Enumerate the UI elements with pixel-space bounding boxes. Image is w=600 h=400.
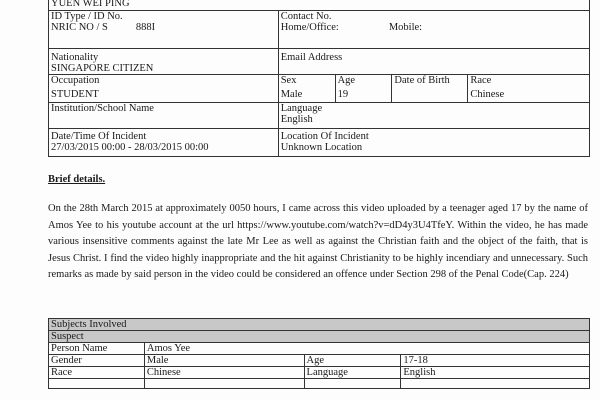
cutoff-cell-1 (49, 379, 145, 389)
gender-value: Male (144, 355, 304, 367)
suspect-language-value: English (401, 367, 590, 379)
language-label: Language (280, 103, 323, 114)
dob-cell (392, 75, 468, 103)
age-cell (335, 75, 392, 103)
institution-cell (49, 103, 279, 129)
id-cell (49, 11, 279, 49)
police-report-page (48, 0, 596, 400)
contact-values (281, 22, 587, 33)
age-value: 19 (337, 89, 349, 100)
language-cell (278, 103, 589, 129)
suspect-language-label: Language (304, 367, 401, 379)
sex-cell (278, 75, 335, 103)
person-name-label: Person Name (49, 343, 145, 355)
subjects-involved-table (48, 318, 590, 389)
brief-details-heading: Brief details. (48, 174, 106, 185)
email-label: Email Address (280, 52, 343, 63)
contact-cell (278, 11, 589, 49)
brief-details-text: On the 28th March 2015 at approximately 0050 hours, I came across this video uploaded by a teenager aged 17 by the name of Amos Yee to his youtube account at the url https://www.youtube.com/watch?v=dD4y3U4TfeY. Within the video, he has made various insensitive comments against the late Mr Lee as well as against the Christian faith and the object of the faith, that is Jesus Christ. I find the video highly inappropriate and the hit against Christianity to be highly incendiary and unnecessary. Such remarks as made by said person in the video could be considered an offence under Section 298 of the Penal Code(Cap. 224) (48, 203, 588, 280)
language-value: English (280, 114, 313, 125)
incident-location-value: Unknown Location (280, 142, 363, 153)
incident-location-label: Location Of Incident (280, 131, 369, 142)
incident-datetime-cell (49, 129, 279, 157)
nationality-value: SINGAPORE CITIZEN (51, 63, 154, 74)
suspect-race-label: Race (49, 367, 145, 379)
home-office-label: Home/Office: (280, 22, 339, 33)
occupation-cell (49, 75, 279, 103)
incident-datetime-label: Date/Time Of Incident (51, 131, 147, 142)
id-type-value: NRIC NO / S (51, 22, 108, 33)
cutoff-cell-3 (304, 379, 401, 389)
incident-location-cell (278, 129, 589, 157)
suspect-race-value: Chinese (144, 367, 304, 379)
sex-label: Sex (280, 75, 297, 86)
email-cell (278, 49, 589, 75)
nationality-cell (49, 49, 279, 75)
complainant-name: YUEN WEI PING (49, 0, 590, 11)
institution-label: Institution/School Name (51, 103, 154, 114)
suspect-age-value: 17-18 (401, 355, 590, 367)
suspect-age-label: Age (304, 355, 401, 367)
id-label: ID Type / ID No. (51, 11, 123, 22)
nationality-label: Nationality (51, 52, 99, 63)
gender-label: Gender (49, 355, 145, 367)
id-number-value: 888I (135, 22, 156, 33)
person-name-value: Amos Yee (144, 343, 589, 355)
race-label: Race (470, 75, 492, 86)
id-value (51, 22, 276, 33)
incident-datetime-value: 27/03/2015 00:00 - 28/03/2015 00:00 (51, 142, 209, 153)
occupation-value: STUDENT (51, 89, 99, 100)
age-label: Age (337, 75, 356, 86)
contact-label: Contact No. (280, 11, 332, 22)
cutoff-cell-4 (401, 379, 590, 389)
sex-value: Male (280, 89, 303, 100)
complainant-details-table (48, 0, 590, 157)
subjects-involved-header: Subjects Involved (49, 319, 590, 331)
mobile-label: Mobile: (388, 22, 423, 33)
suspect-header: Suspect (49, 331, 590, 343)
race-cell (468, 75, 590, 103)
occupation-label: Occupation (51, 75, 100, 86)
cutoff-cell-2 (144, 379, 304, 389)
race-value: Chinese (470, 89, 505, 100)
dob-label: Date of Birth (394, 75, 450, 86)
